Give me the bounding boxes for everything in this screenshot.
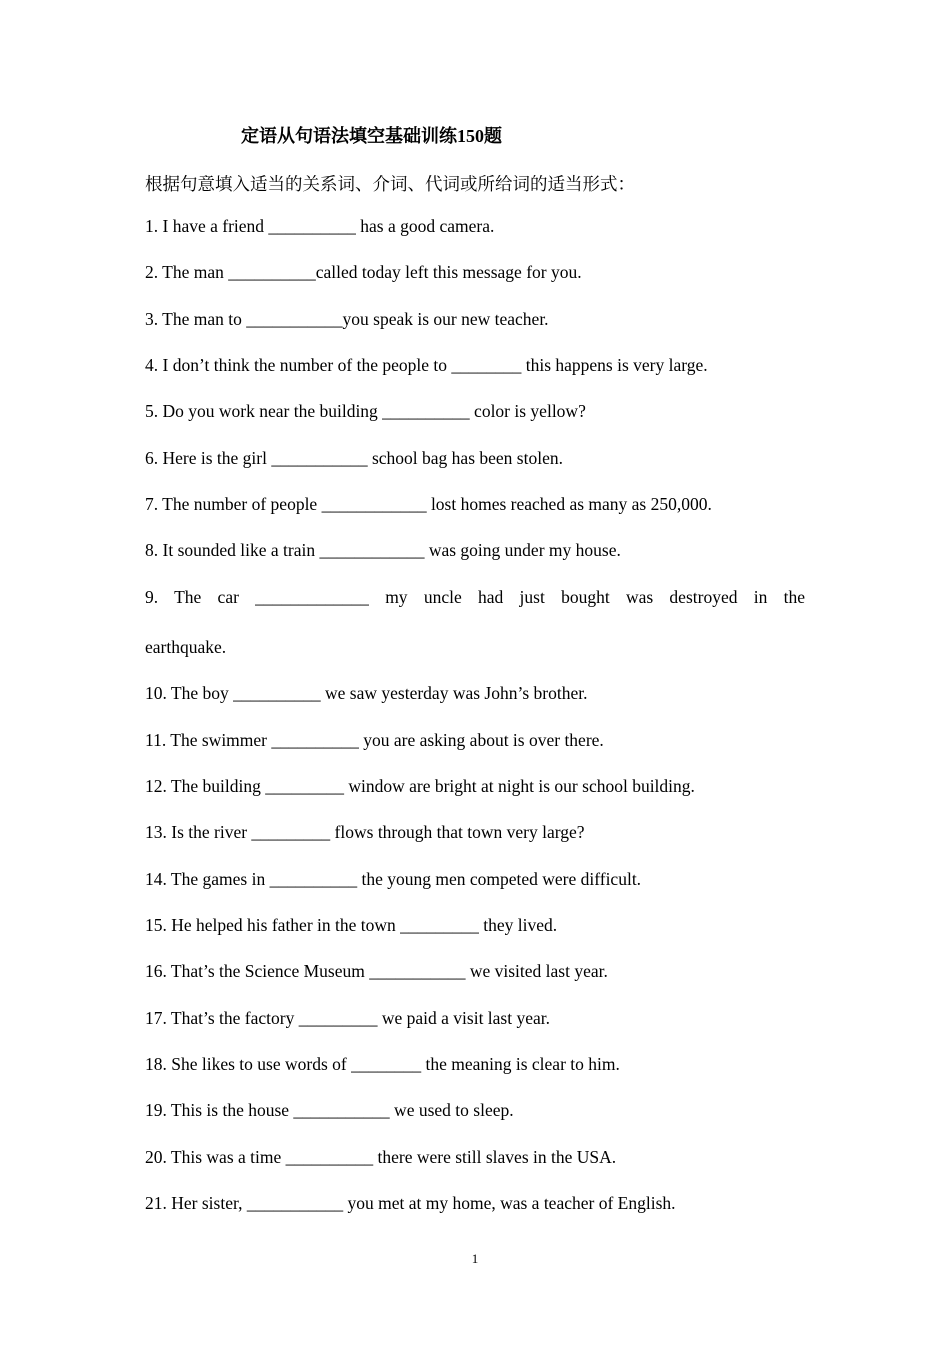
exercise-item-9: 9. The car _____________ my uncle had just bought was destroyed in the: [145, 587, 805, 607]
exercise-item-20: 20. This was a time __________ there were still slaves in the USA.: [145, 1147, 617, 1167]
exercise-item-7: 7. The number of people ____________ lost homes reached as many as 250,000.: [145, 494, 712, 514]
exercise-item-3: 3. The man to ___________you speak is our new teacher.: [145, 309, 549, 329]
exercise-item-16: 16. That’s the Science Museum ___________ we visited last year.: [145, 961, 608, 981]
exercise-item-1: 1. I have a friend __________ has a good camera.: [145, 216, 495, 236]
instruction-text: 根据句意填入适当的关系词、介词、代词或所给词的适当形式：: [145, 174, 635, 194]
exercise-item-21: 21. Her sister, ___________ you met at my home, was a teacher of English.: [145, 1193, 676, 1213]
exercise-item-17: 17. That’s the factory _________ we paid a visit last year.: [145, 1008, 551, 1028]
exercise-item-13: 13. Is the river _________ flows through that town very large?: [145, 822, 585, 842]
exercise-item-18: 18. She likes to use words of ________ the meaning is clear to him.: [145, 1054, 620, 1074]
exercise-item-10: 10. The boy __________ we saw yesterday was John’s brother.: [145, 683, 588, 703]
exercise-item-4: 4. I don’t think the number of the people to ________ this happens is very large.: [145, 355, 708, 375]
exercise-item-2: 2. The man __________called today left this message for you.: [145, 262, 582, 282]
exercise-item-19: 19. This is the house ___________ we used to sleep.: [145, 1100, 514, 1120]
exercise-item-12: 12. The building _________ window are bright at night is our school building.: [145, 776, 695, 796]
exercise-item-14: 14. The games in __________ the young men competed were difficult.: [145, 869, 642, 889]
exercise-item-5: 5. Do you work near the building __________ color is yellow?: [145, 401, 586, 421]
page-number: 1: [471, 1251, 479, 1266]
exercise-item-15: 15. He helped his father in the town _________ they lived.: [145, 915, 558, 935]
exercise-item-8: 8. It sounded like a train ____________ was going under my house.: [145, 540, 621, 560]
exercise-item-9-continuation: earthquake.: [145, 637, 227, 657]
exercise-item-11: 11. The swimmer __________ you are asking about is over there.: [145, 730, 604, 750]
exercise-item-6: 6. Here is the girl ___________ school bag has been stolen.: [145, 448, 563, 468]
page-title: 定语从句语法填空基础训练150题: [241, 126, 502, 146]
